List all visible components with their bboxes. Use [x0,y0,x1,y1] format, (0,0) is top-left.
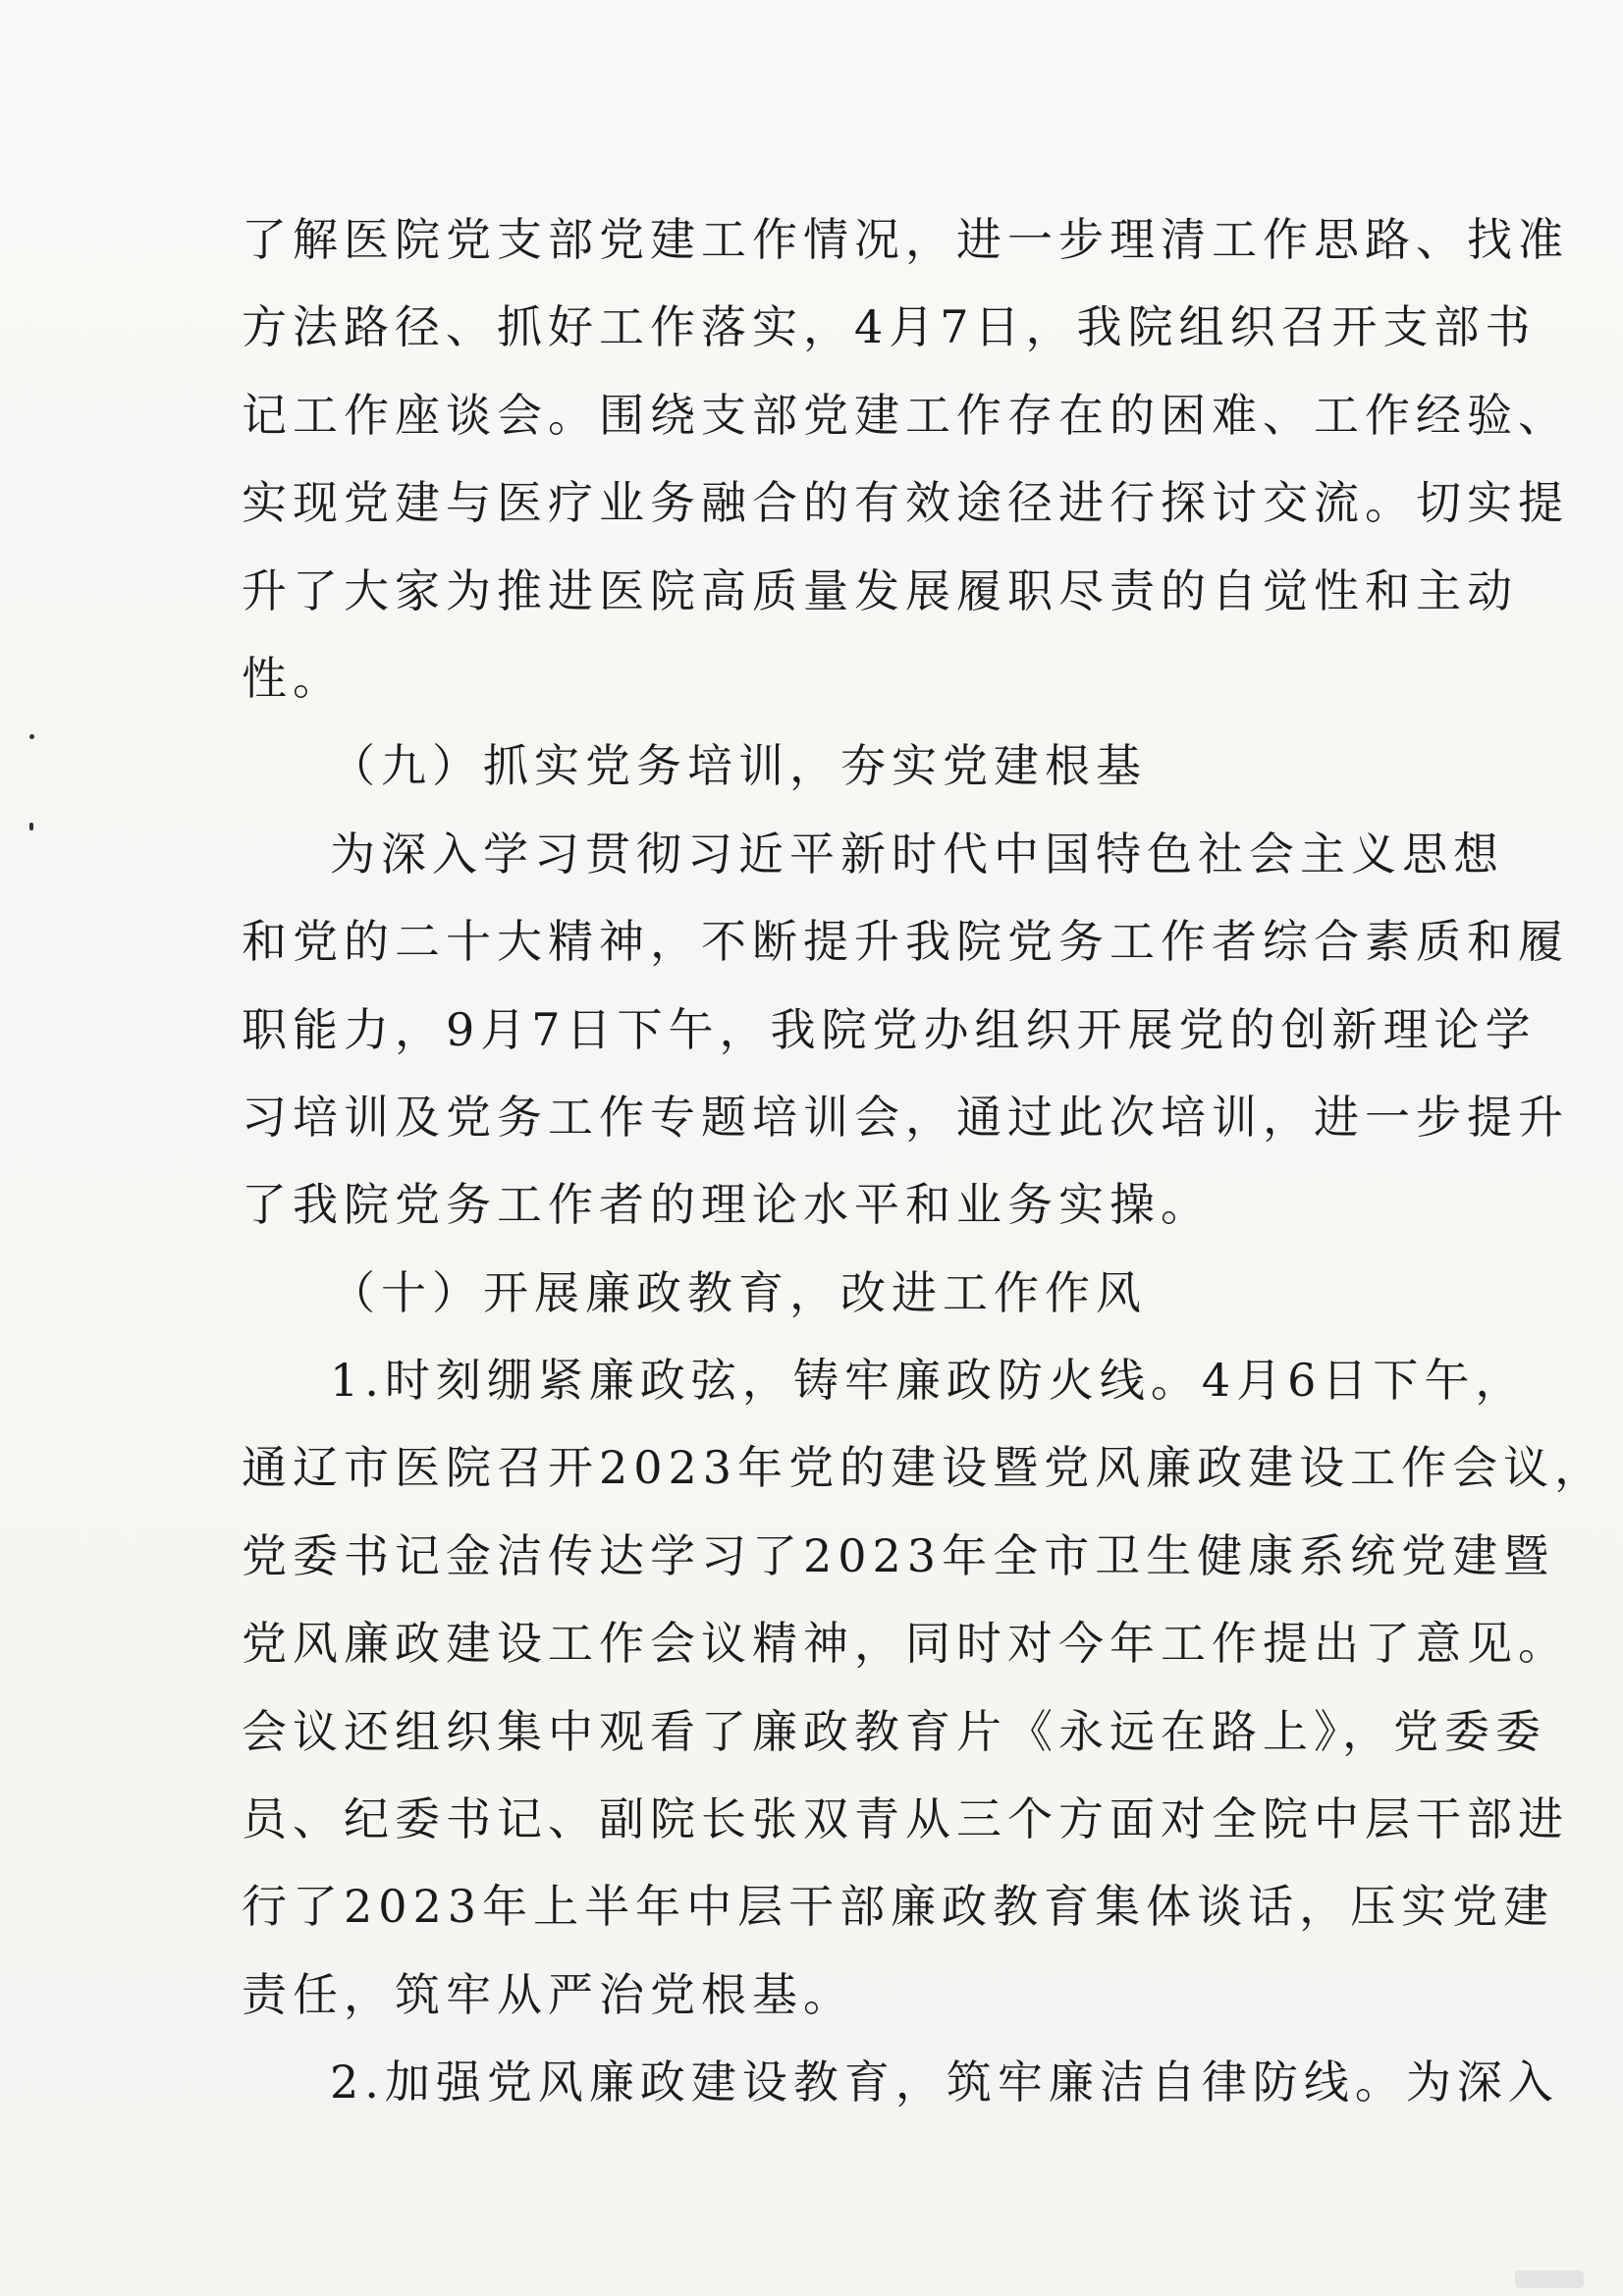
body-line: 了我院党务工作者的理论水平和业务实操。 [242,1178,1212,1232]
body-line: 责任，筑牢从严治党根基。 [242,1967,854,2021]
section-heading-9: （九）抓实党务培训，夯实党建根基 [330,739,1147,793]
scan-speck [29,823,33,830]
watermark-mark [1515,2270,1584,2288]
document-body [242,196,1606,2127]
body-line: 记工作座谈会。围绕支部党建工作存在的困难、工作经验、 [242,388,1569,442]
body-line: 党风廉政建设工作会议精神，同时对今年工作提出了意见。 [242,1617,1569,1671]
body-line: 方法路径、抓好工作落实，4月7日，我院组织召开支部书 [242,300,1537,354]
body-line: 升了大家为推进医院高质量发展履职尽责的自觉性和主动 [242,563,1518,617]
body-line: 2.加强党风廉政建设教育，筑牢廉洁自律防线。为深入 [330,2056,1559,2109]
body-line: 会议还组织集中观看了廉政教育片《永远在路上》，党委委 [242,1704,1546,1758]
body-line: 员、纪委书记、副院长张双青从三个方面对全院中层干部进 [242,1792,1569,1846]
body-line: 实现党建与医疗业务融合的有效途径进行探讨交流。切实提 [242,476,1569,530]
body-line: 职能力，9月7日下午，我院党办组织开展党的创新理论学 [242,1002,1537,1056]
body-line: 为深入学习贯彻习近平新时代中国特色社会主义思想 [330,827,1504,881]
body-line: 行了2023年上半年中层干部廉政教育集体谈话，压实党建 [242,1880,1555,1934]
body-line: 通辽市医院召开2023年党的建设暨党风廉政建设工作会议， [242,1441,1606,1495]
scan-speck [29,734,34,739]
body-line: 习培训及党务工作专题培训会，通过此次培训，进一步提升 [242,1090,1569,1144]
body-line: 1.时刻绷紧廉政弦，铸牢廉政防火线。4月6日下午， [330,1354,1527,1408]
body-line: 党委书记金洁传达学习了2023年全市卫生健康系统党建暨 [242,1528,1555,1582]
body-line: 和党的二十大精神，不断提升我院党务工作者综合素质和履 [242,915,1569,969]
body-line: 性。 [242,651,344,705]
body-line: 了解医院党支部党建工作情况，进一步理清工作思路、找准 [242,213,1569,266]
section-heading-10: （十）开展廉政教育，改进工作作风 [330,1265,1147,1319]
